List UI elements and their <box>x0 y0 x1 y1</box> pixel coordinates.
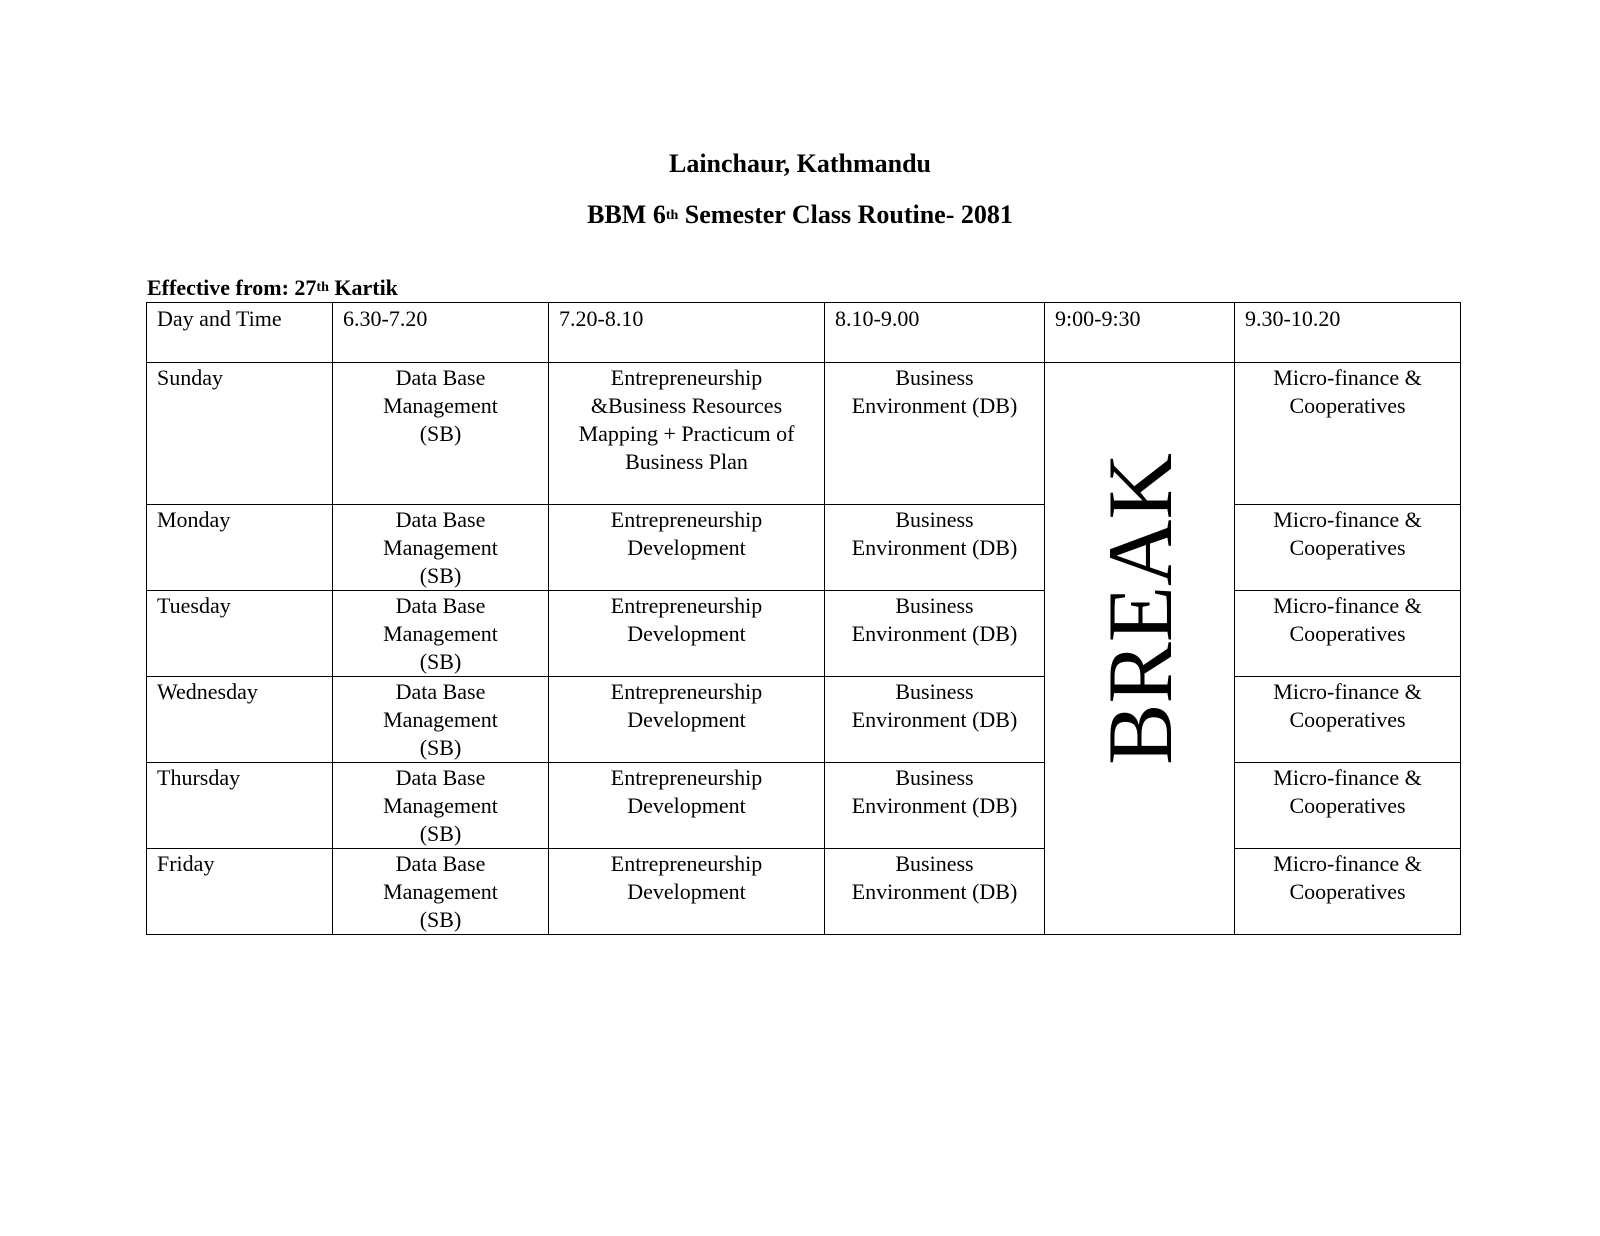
subject-cell <box>333 849 549 935</box>
subject-line: Entrepreneurship <box>610 679 763 704</box>
subject-line: Micro-finance & <box>1273 365 1422 390</box>
subject-line: (SB) <box>419 421 462 446</box>
subject-cell <box>549 677 825 763</box>
subject-cell <box>549 763 825 849</box>
table-row <box>147 505 1461 591</box>
subject-line: Management <box>383 535 498 560</box>
subject-line: Data Base <box>395 765 486 790</box>
effective-ordinal: th <box>316 280 329 295</box>
subject-line: Mapping + Practicum of <box>578 421 795 446</box>
subject-cell <box>825 363 1045 505</box>
table-row <box>147 677 1461 763</box>
table-row <box>147 763 1461 849</box>
subject-line: Data Base <box>395 507 486 532</box>
break-label: BREAK <box>1088 452 1191 765</box>
subject-cell <box>549 505 825 591</box>
subject-cell <box>825 505 1045 591</box>
subject-line: Environment (DB) <box>851 535 1018 560</box>
subject-cell <box>825 763 1045 849</box>
subject-line: Business <box>895 593 974 618</box>
subject-line: Environment (DB) <box>851 621 1018 646</box>
subject-line: Environment (DB) <box>851 707 1018 732</box>
routine-title <box>0 200 1600 230</box>
subject-line: Cooperatives <box>1289 707 1406 732</box>
subject-line: Cooperatives <box>1289 535 1406 560</box>
subject-line: Management <box>383 393 498 418</box>
column-header: 8.10-9.00 <box>825 303 1045 363</box>
column-header: 9.30-10.20 <box>1235 303 1461 363</box>
routine-title-rest: Semester Class Routine- 2081 <box>678 200 1013 229</box>
subject-line: Environment (DB) <box>851 879 1018 904</box>
subject-line: Entrepreneurship <box>610 765 763 790</box>
subject-cell <box>1235 763 1461 849</box>
subject-line: Management <box>383 879 498 904</box>
subject-line: (SB) <box>419 649 462 674</box>
subject-line: Development <box>627 793 746 818</box>
subject-line: Development <box>627 707 746 732</box>
subject-line: &Business Resources <box>590 393 783 418</box>
subject-line: Entrepreneurship <box>610 365 763 390</box>
subject-cell <box>825 849 1045 935</box>
subject-line: Micro-finance & <box>1273 765 1422 790</box>
subject-line: Cooperatives <box>1289 879 1406 904</box>
subject-cell <box>1235 591 1461 677</box>
subject-cell <box>333 363 549 505</box>
subject-line: Management <box>383 793 498 818</box>
table-header-row <box>147 303 1461 363</box>
table-row <box>147 591 1461 677</box>
routine-title-prefix: BBM 6 <box>587 200 666 229</box>
subject-line: Development <box>627 621 746 646</box>
subject-line: Development <box>627 879 746 904</box>
subject-line: Micro-finance & <box>1273 593 1422 618</box>
subject-line: Entrepreneurship <box>610 507 763 532</box>
subject-line: Data Base <box>395 593 486 618</box>
subject-cell <box>333 763 549 849</box>
subject-line: (SB) <box>419 563 462 588</box>
subject-line: Micro-finance & <box>1273 507 1422 532</box>
table-row <box>147 363 1461 505</box>
subject-line: Business <box>895 765 974 790</box>
subject-line: Micro-finance & <box>1273 679 1422 704</box>
subject-line: Management <box>383 707 498 732</box>
subject-line: Business <box>895 365 974 390</box>
table-row <box>147 849 1461 935</box>
column-header: Day and Time <box>147 303 333 363</box>
subject-line: Entrepreneurship <box>610 851 763 876</box>
subject-line: Micro-finance & <box>1273 851 1422 876</box>
day-cell: Sunday <box>147 363 333 505</box>
subject-cell <box>549 849 825 935</box>
subject-line: Business Plan <box>625 449 748 474</box>
subject-line: Development <box>627 535 746 560</box>
day-cell: Thursday <box>147 763 333 849</box>
subject-line: Environment (DB) <box>851 793 1018 818</box>
subject-cell <box>333 591 549 677</box>
subject-line: (SB) <box>419 907 462 932</box>
subject-line: Environment (DB) <box>851 393 1018 418</box>
day-cell: Friday <box>147 849 333 935</box>
subject-line: Data Base <box>395 679 486 704</box>
subject-line: Data Base <box>395 851 486 876</box>
subject-line: Cooperatives <box>1289 393 1406 418</box>
day-cell: Tuesday <box>147 591 333 677</box>
subject-line: Business <box>895 507 974 532</box>
subject-cell <box>549 363 825 505</box>
subject-line: (SB) <box>419 735 462 760</box>
column-header: 6.30-7.20 <box>333 303 549 363</box>
subject-line: Cooperatives <box>1289 621 1406 646</box>
class-routine-table <box>146 302 1461 935</box>
day-cell: Monday <box>147 505 333 591</box>
subject-cell <box>825 677 1045 763</box>
subject-line: Entrepreneurship <box>610 593 763 618</box>
effective-rest: Kartik <box>328 275 398 300</box>
effective-prefix: Effective from: 27 <box>147 275 317 300</box>
routine-title-ordinal: th <box>665 208 679 223</box>
location-heading: Lainchaur, Kathmandu <box>668 149 932 178</box>
subject-line: Cooperatives <box>1289 793 1406 818</box>
subject-cell <box>825 591 1045 677</box>
subject-cell <box>549 591 825 677</box>
day-cell: Wednesday <box>147 677 333 763</box>
subject-line: Data Base <box>395 365 486 390</box>
break-cell <box>1045 363 1235 935</box>
column-header: 9:00-9:30 <box>1045 303 1235 363</box>
subject-cell <box>333 677 549 763</box>
subject-cell <box>1235 849 1461 935</box>
subject-cell <box>1235 677 1461 763</box>
subject-cell <box>333 505 549 591</box>
subject-line: Management <box>383 621 498 646</box>
subject-line: Business <box>895 851 974 876</box>
subject-cell <box>1235 363 1461 505</box>
subject-line: Business <box>895 679 974 704</box>
effective-date <box>147 275 398 301</box>
subject-cell <box>1235 505 1461 591</box>
column-header: 7.20-8.10 <box>549 303 825 363</box>
subject-line: (SB) <box>419 821 462 846</box>
